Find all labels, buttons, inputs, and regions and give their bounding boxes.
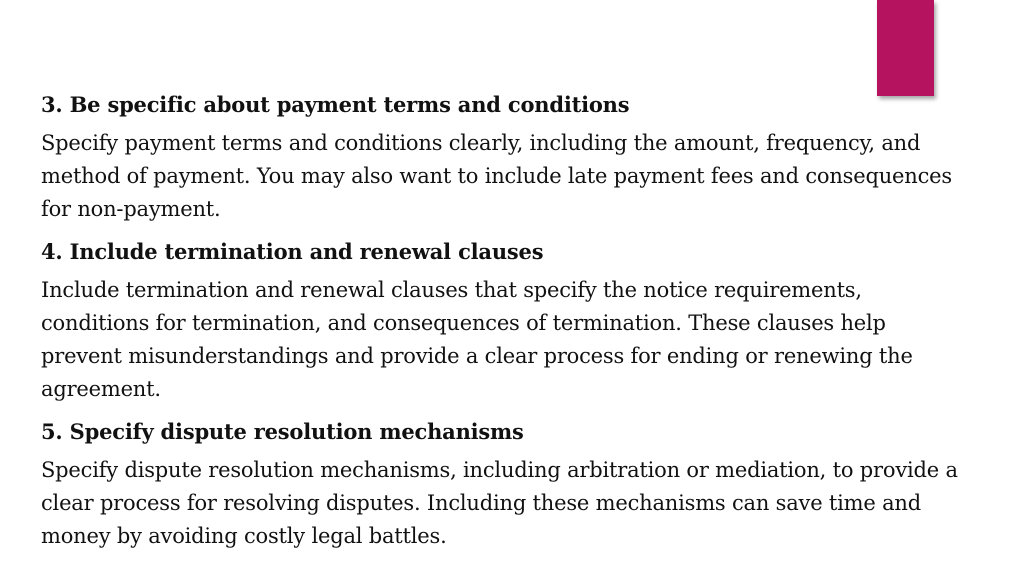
- section-payment-terms: [41, 88, 961, 226]
- decorative-accent-bar: [877, 0, 934, 96]
- slide-content: [41, 88, 961, 562]
- section-heading: 5. Specify dispute resolution mechanisms: [41, 419, 524, 444]
- section-termination-renewal: [41, 235, 961, 406]
- section-heading: 4. Include termination and renewal clauses: [41, 239, 544, 264]
- section-body: Include termination and renewal clauses that specify the notice requirements, conditions for termination, and consequences of termination. These clauses help prevent misunderstandings and provide a clear process for ending or renewing the agreement.: [41, 278, 913, 401]
- section-heading: 3. Be specific about payment terms and conditions: [41, 92, 630, 117]
- section-body: Specify payment terms and conditions clearly, including the amount, frequency, and method of payment. You may also want to include late payment fees and consequences for non-payment.: [41, 131, 952, 221]
- section-dispute-resolution: [41, 415, 961, 553]
- section-body: Specify dispute resolution mechanisms, including arbitration or mediation, to provide a clear process for resolving disputes. Including these mechanisms can save time and money by avoiding costly legal battles.: [41, 458, 958, 548]
